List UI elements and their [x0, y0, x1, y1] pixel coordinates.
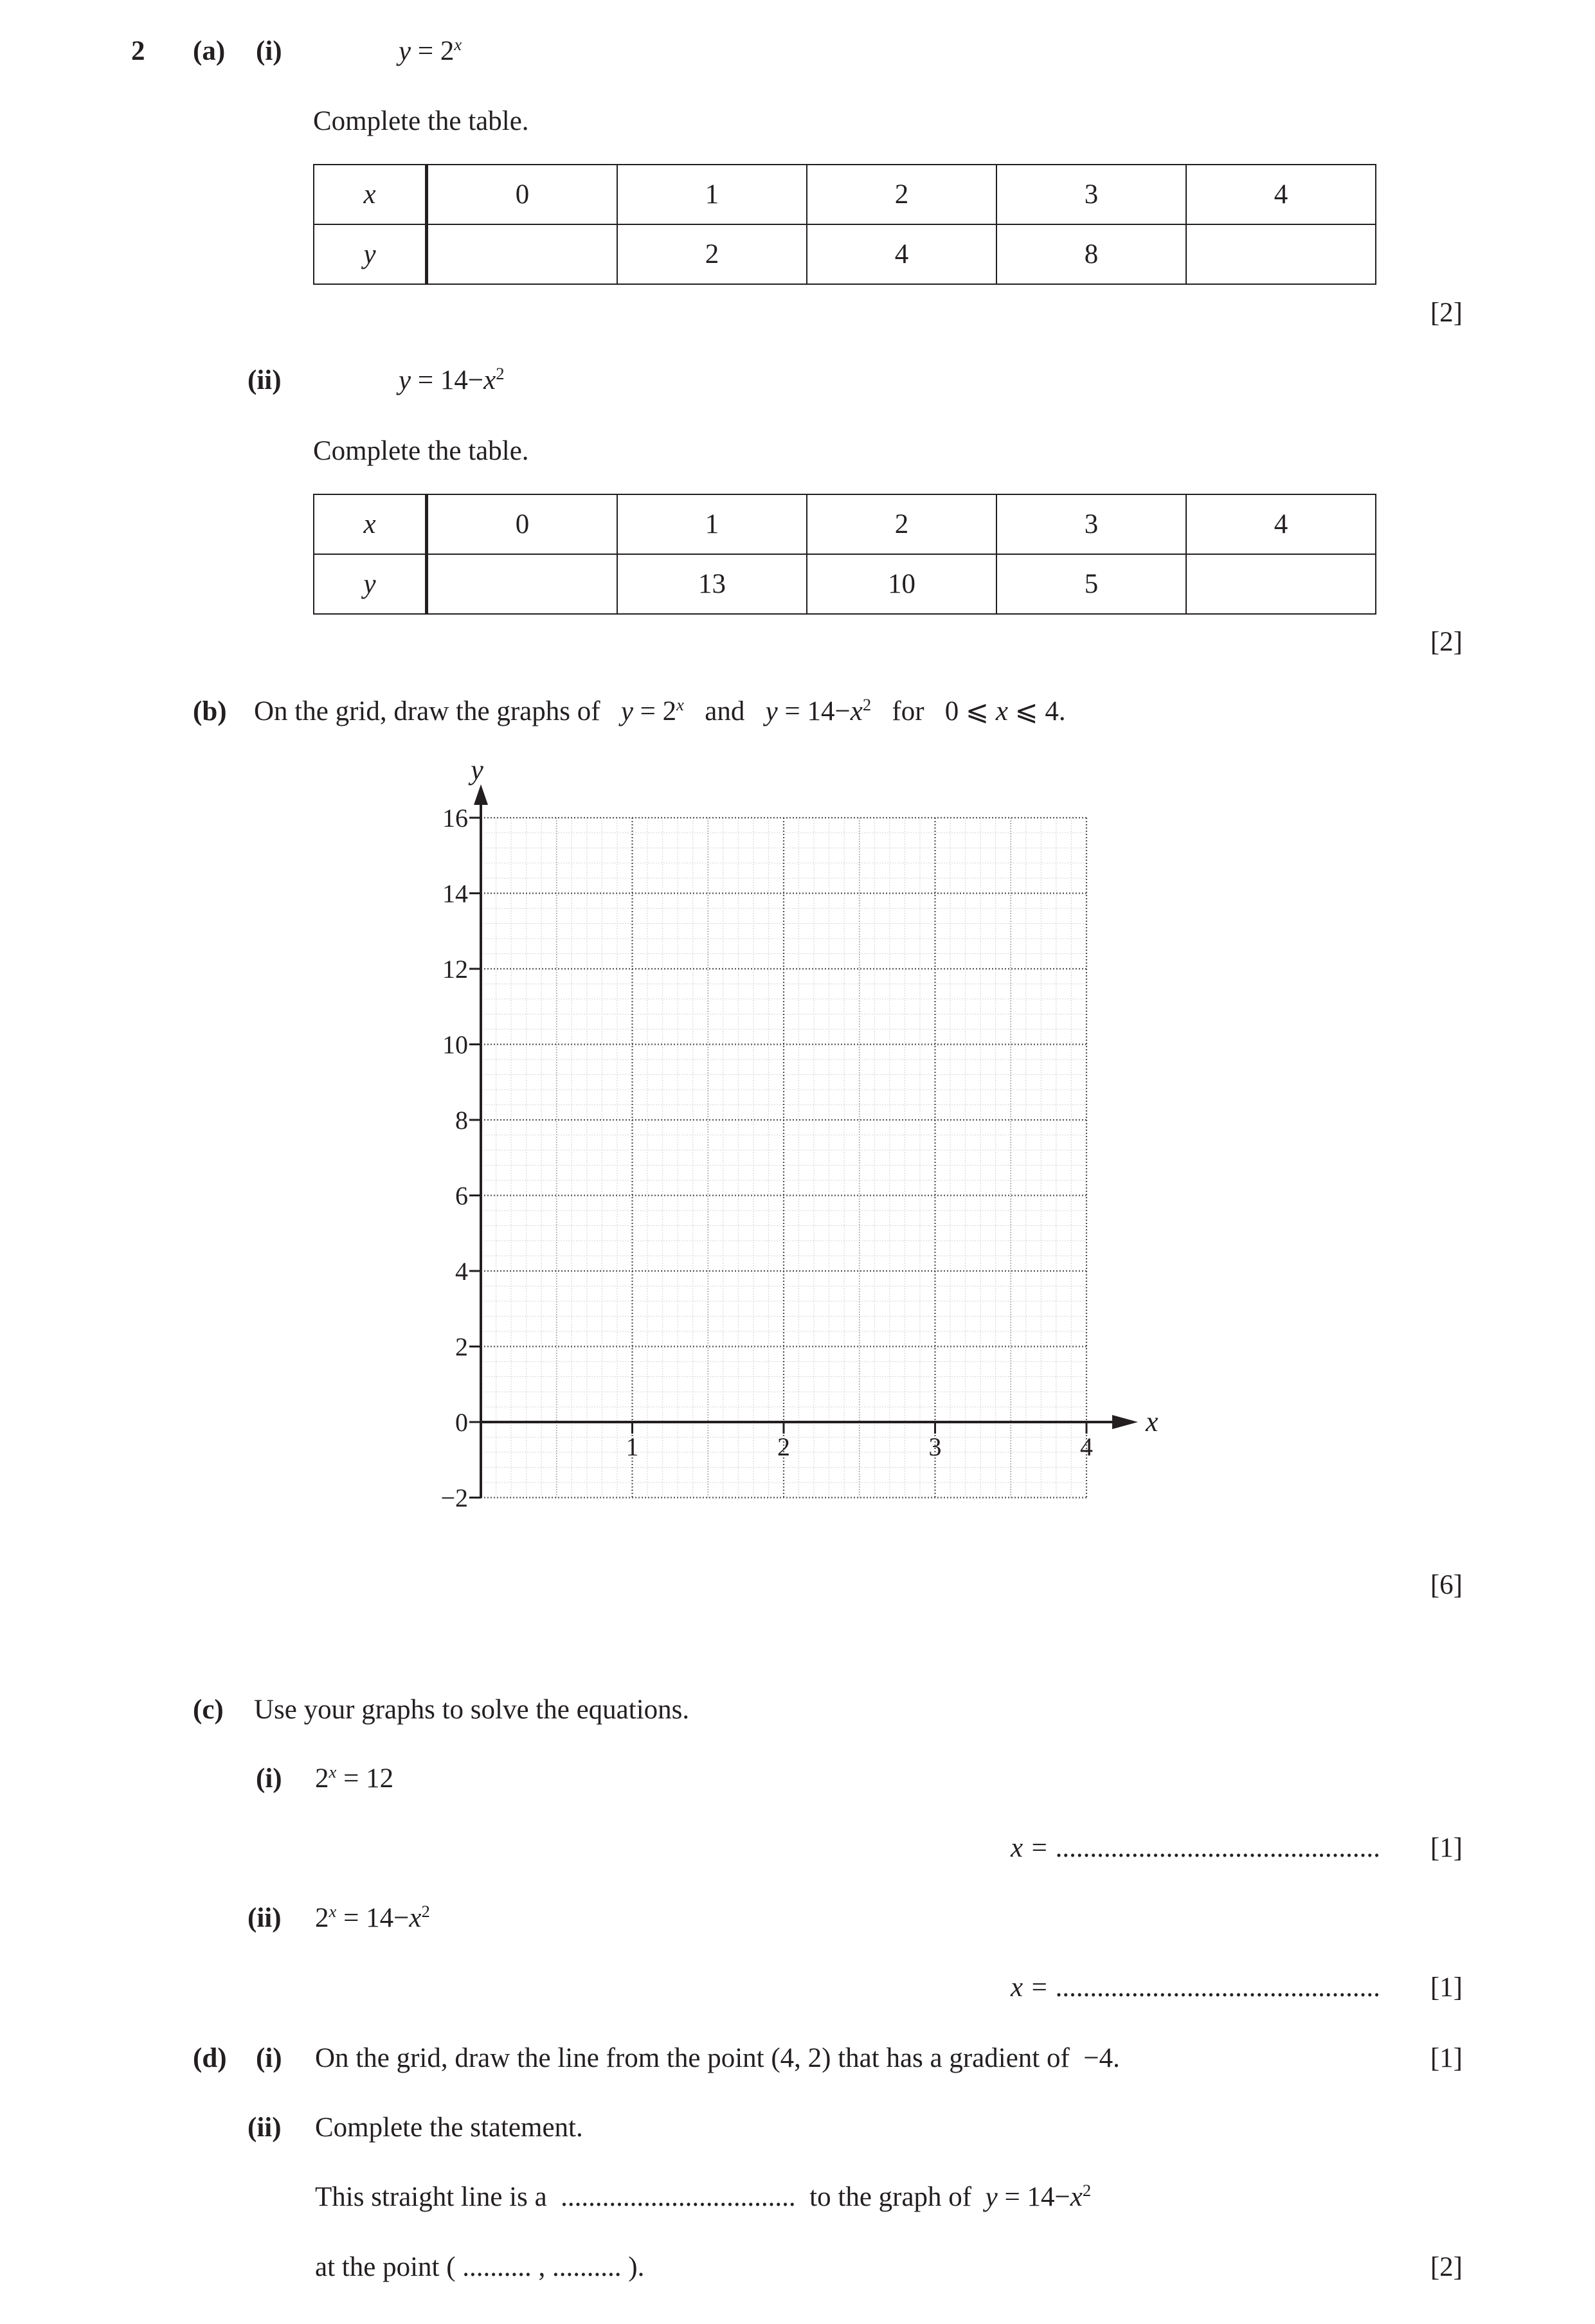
marks-c-ii: [1]	[1430, 1972, 1463, 2003]
row-header-y: y	[314, 224, 427, 284]
row-header-x: x	[314, 494, 427, 554]
part-d-ii-statement-line1[interactable]: This straight line is a .................................. to the graph of $y = 14-x^2$	[315, 2181, 1092, 2212]
y-tick-label: 14	[442, 879, 468, 908]
cell-x: 3	[996, 494, 1186, 554]
marks-d-ii: [2]	[1430, 2252, 1463, 2282]
part-a-ii-label: (ii)	[248, 365, 282, 395]
answer-cell[interactable]	[427, 554, 618, 614]
part-c-ii-label: (ii)	[248, 1903, 282, 1933]
x-tick-label: 2	[777, 1432, 790, 1461]
answer-cell[interactable]	[1186, 224, 1376, 284]
part-b-label: (b)	[193, 696, 227, 726]
part-c-ii-equation: $2^x = 14-x^2$	[315, 1902, 430, 1933]
cell-y: 4	[807, 224, 996, 284]
y-tick-label: 6	[455, 1181, 468, 1211]
marks-c-i: [1]	[1430, 1833, 1463, 1863]
cell-y: 8	[996, 224, 1186, 284]
y-tick-label: 4	[455, 1257, 468, 1286]
cell-x: 4	[1186, 165, 1376, 224]
cell-y: 5	[996, 554, 1186, 614]
part-d-ii-instruction: Complete the statement.	[315, 2112, 583, 2143]
part-c-i-equation: $2^x = 12$	[315, 1762, 394, 1794]
y-axis-label: y	[471, 765, 483, 786]
table-row-y	[314, 554, 1376, 614]
part-d-i-text: On the grid, draw the line from the point (4, 2) that has a gradient of −4.	[315, 2043, 1120, 2073]
marks-d-i: [1]	[1430, 2043, 1463, 2073]
part-c-i-answer-line[interactable]: x = ...............................................	[1011, 1833, 1380, 1863]
x-tick-label: 3	[928, 1432, 942, 1461]
part-d-label: (d)	[193, 2043, 227, 2073]
part-a-ii-instruction: Complete the table.	[313, 436, 529, 466]
cell-y: 13	[617, 554, 807, 614]
table-row-x	[314, 494, 1376, 554]
part-c-ii-answer-line[interactable]: x = ...............................................	[1011, 1972, 1380, 2003]
table-row-x	[314, 165, 1376, 224]
part-a-label: (a)	[193, 36, 226, 66]
graph-grid[interactable]	[386, 765, 1196, 1562]
cell-y: 2	[617, 224, 807, 284]
tick-labels	[440, 765, 1158, 1513]
table-row-y	[314, 224, 1376, 284]
part-d-ii-statement-line2[interactable]: at the point ( .......... , .......... ).	[315, 2252, 645, 2282]
part-c-i-label: (i)	[256, 1763, 282, 1794]
marks-a-ii: [2]	[1430, 627, 1463, 657]
cell-x: 1	[617, 494, 807, 554]
cell-x: 1	[617, 165, 807, 224]
part-a-ii-equation: $y = 14-x^2$	[399, 364, 505, 395]
cell-y: 10	[807, 554, 996, 614]
y-tick-label: 16	[442, 804, 468, 833]
y-tick-label: 10	[442, 1030, 468, 1059]
cell-x: 2	[807, 165, 996, 224]
x-tick-label: 4	[1080, 1432, 1093, 1461]
x-tick-label: 1	[626, 1432, 639, 1461]
cell-x: 0	[427, 165, 618, 224]
axes	[469, 784, 1138, 1498]
part-d-i-label: (i)	[256, 2043, 282, 2073]
y-tick-label: 0	[455, 1408, 468, 1437]
part-a-i-label: (i)	[256, 36, 282, 66]
minor-grid	[481, 818, 1086, 1498]
x-axis-label: x	[1146, 1406, 1158, 1437]
table-a-i	[313, 164, 1376, 285]
x-axis-arrow	[1112, 1415, 1138, 1429]
part-d-ii-label: (ii)	[248, 2112, 282, 2143]
cell-x: 2	[807, 494, 996, 554]
row-header-y: y	[314, 554, 427, 614]
cell-x: 0	[427, 494, 618, 554]
y-tick-label: −2	[440, 1483, 468, 1513]
table-a-ii	[313, 494, 1376, 615]
answer-cell[interactable]	[427, 224, 618, 284]
part-b-text: On the grid, draw the graphs of $y = 2^x$ and $y = 14-x^2$ for 0 ⩽ x ⩽ 4.	[254, 695, 1066, 726]
cell-x: 4	[1186, 494, 1376, 554]
marks-a-i: [2]	[1430, 298, 1463, 328]
cell-x: 3	[996, 165, 1186, 224]
y-axis-arrow	[474, 784, 488, 805]
answer-cell[interactable]	[1186, 554, 1376, 614]
y-tick-label: 8	[455, 1106, 468, 1135]
part-c-label: (c)	[193, 1695, 224, 1725]
part-c-instruction: Use your graphs to solve the equations.	[254, 1695, 690, 1725]
part-a-i-equation: $y = 2^x$	[399, 35, 462, 66]
marks-b: [6]	[1430, 1570, 1463, 1600]
question-number: 2	[131, 36, 145, 66]
part-a-i-instruction: Complete the table.	[313, 106, 529, 136]
row-header-x: x	[314, 165, 427, 224]
y-tick-label: 2	[455, 1332, 468, 1362]
y-tick-label: 12	[442, 955, 468, 984]
